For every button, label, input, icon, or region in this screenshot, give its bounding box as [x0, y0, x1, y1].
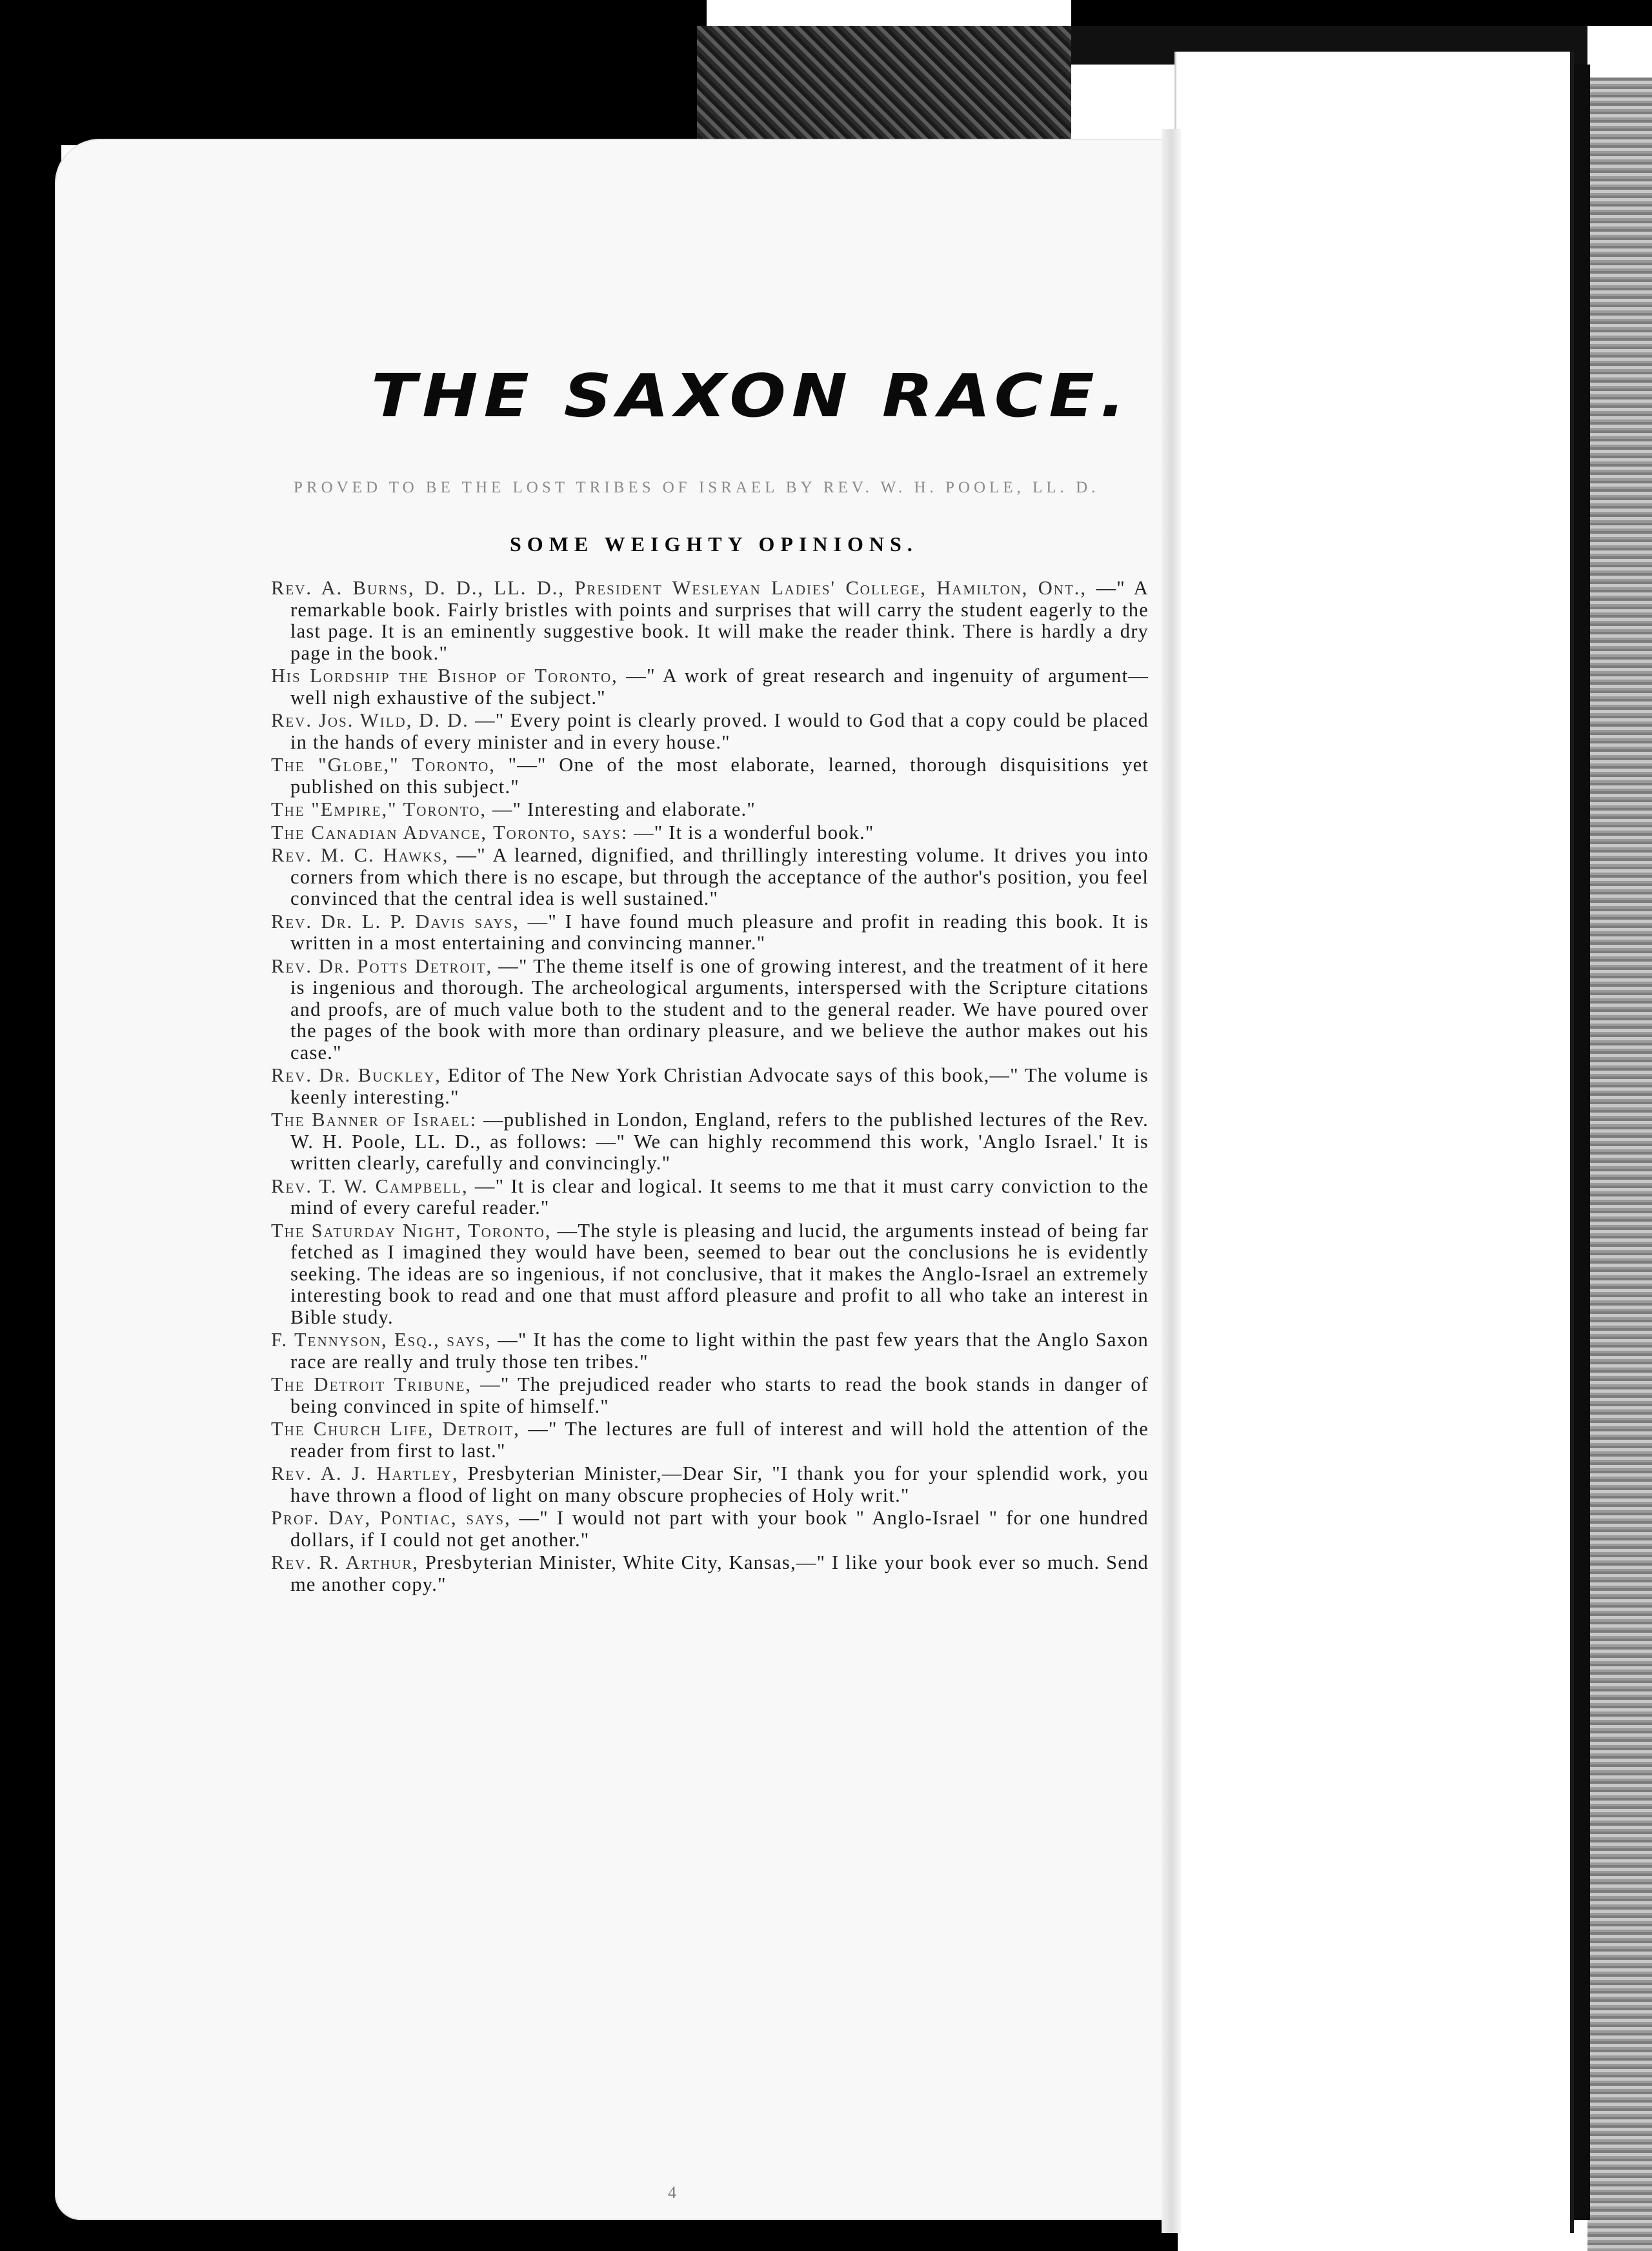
section-heading: SOME WEIGHTY OPINIONS. — [510, 532, 918, 556]
opinion-quote: "—" One of the most elaborate, learned, thorough disquisitions yet published on this subject." — [290, 754, 1149, 798]
opinion-entry — [271, 1220, 1149, 1329]
opinion-entry — [271, 665, 1149, 709]
facing-page-strip — [1174, 52, 1574, 2233]
opinion-quote: —" A learned, dignified, and thrillingly interesting volume. It drives you into corners from which there is no escape, but through the acceptance of the author's position, you feel convinced that the central idea is well sustained." — [290, 844, 1149, 909]
opinion-quote: —The style is pleasing and lucid, the arguments instead of being far fetched as I imagined they would have been, seemed to bear out the conclusions he is evidently seeking. The ideas are so ingenious, if not conclusive, that it makes the Anglo-Israel an extremely interesting book to read and one that must afford pleasure and profit to all who take an interest in Bible study. — [290, 1219, 1149, 1328]
opinion-quote: Presbyterian Minister,—Dear Sir, "I thank you for your splendid work, you have thrown a flood of light on many obscure prophecies of Holy writ." — [290, 1462, 1149, 1506]
opinion-source: The Church Life, Detroit, — [271, 1418, 520, 1440]
opinion-quote: —" The prejudiced reader who starts to read the book stands in danger of being convinced in spite of himself." — [290, 1373, 1149, 1417]
opinion-quote: —" It is clear and logical. It seems to me that it must carry conviction to the mind of every careful reader." — [290, 1175, 1149, 1218]
opinion-source: The Saturday Night, Toronto, — [271, 1219, 552, 1242]
opinion-quote: —" It is a wonderful book." — [628, 821, 874, 843]
opinion-quote: Editor of The New York Christian Advocate says of this book,—" The volume is keenly interesting." — [290, 1064, 1149, 1108]
opinion-source: The Canadian Advance, Toronto, says: — [271, 821, 629, 843]
opinion-source: Rev. Dr. Potts Detroit, — [271, 954, 493, 977]
opinion-entry — [271, 1329, 1149, 1373]
opinion-source: The Banner of Israel: — [271, 1109, 478, 1131]
opinion-source: Rev. Jos. Wild, D. D. — [271, 709, 469, 731]
opinion-source: The "Globe," Toronto, — [271, 754, 496, 776]
opinion-quote: Presbyterian Minister, White City, Kansas,—" I like your book ever so much. Send me another copy." — [290, 1551, 1149, 1595]
scan-top-right-edge — [1071, 0, 1652, 26]
opinion-entry — [271, 1508, 1149, 1551]
opinion-entry — [271, 1463, 1149, 1506]
opinion-quote: —" It has the come to light within the past few years that the Anglo Saxon race are really and truly those ten tribes." — [290, 1329, 1149, 1373]
opinion-entry — [271, 911, 1149, 954]
opinion-quote: —" I have found much pleasure and profit in reading this book. It is written in a most entertaining and convincing manner." — [290, 910, 1149, 954]
opinion-source: His Lordship the Bishop of Toronto, — [271, 665, 618, 687]
opinion-entry — [271, 956, 1149, 1064]
opinion-entry — [271, 822, 1149, 844]
opinion-entry — [271, 1374, 1149, 1417]
opinion-entry — [271, 754, 1149, 798]
scan-right-texture — [1587, 77, 1652, 2251]
opinion-source: Rev. Dr. L. P. Davis says, — [271, 910, 519, 933]
opinion-entry — [271, 799, 1149, 821]
opinion-quote: —" I would not part with your book " Anglo-Israel " for one hundred dollars, if I could not get another." — [290, 1507, 1149, 1551]
opinion-quote: —" Interesting and elaborate." — [487, 798, 756, 820]
opinion-quote: —published in London, England, refers to the published lectures of the Rev. W. H. Poole, LL. D., as follows: —" We can highly recommend this work, 'Anglo Israel.' It is written clearly, carefully and convincingly." — [290, 1109, 1149, 1174]
page-title: THE SAXON RACE. — [371, 361, 1131, 430]
opinion-source: F. Tennyson, Esq., says, — [271, 1329, 492, 1351]
opinion-entry — [271, 578, 1149, 664]
opinion-entry — [271, 1109, 1149, 1175]
opinion-entry — [271, 1552, 1149, 1595]
scan-top-edge — [61, 0, 707, 145]
opinion-source: Rev. A. Burns, D. D., LL. D., President Wesleyan Ladies' College, Hamilton, Ont., — [271, 577, 1087, 599]
opinion-quote: —" The lectures are full of interest and will hold the attention of the reader from first to last." — [290, 1418, 1149, 1462]
opinions-list — [271, 578, 1149, 1597]
opinion-entry — [271, 1418, 1149, 1462]
opinion-source: Rev. A. J. Hartley, — [271, 1462, 459, 1484]
scan-left-edge — [0, 0, 61, 2251]
opinion-source: Rev. M. C. Hawks, — [271, 844, 449, 866]
opinion-entry — [271, 710, 1149, 753]
page-fold — [1162, 129, 1181, 2233]
opinion-source: Prof. Day, Pontiac, says, — [271, 1507, 511, 1529]
scan-textured-area — [697, 26, 1071, 148]
page-subtitle: PROVED TO BE THE LOST TRIBES OF ISRAEL BY REV. W. H. POOLE, LL. D. — [294, 479, 1100, 496]
opinion-entry — [271, 1176, 1149, 1219]
opinion-quote: —" A work of great research and ingenuity of argument—well nigh exhaustive of the subject." — [290, 665, 1149, 709]
opinion-source: Rev. R. Arthur, — [271, 1551, 419, 1573]
opinion-source: The "Empire," Toronto, — [271, 798, 487, 820]
opinion-source: Rev. Dr. Buckley, — [271, 1064, 441, 1086]
opinion-source: The Detroit Tribune, — [271, 1373, 472, 1395]
opinion-quote: —" A remarkable book. Fairly bristles with points and surprises that will carry the student eagerly to the last page. It is an eminently suggestive book. It will make the reader think. There is hardly a dry page in the book." — [290, 577, 1149, 664]
opinion-quote: —" Every point is clearly proved. I would to God that a copy could be placed in the hands of every minister and in every house." — [290, 709, 1149, 753]
page-number: 4 — [668, 2183, 676, 2202]
opinion-source: Rev. T. W. Campbell, — [271, 1175, 468, 1197]
opinion-quote: —" The theme itself is one of growing interest, and the treatment of it here is ingenious and thorough. The archeological arguments, interspersed with the Scripture citations and proofs, are of much value both to the student and to the general reader. We have poured over the pages of the book with more than ordinary pleasure, and we believe the author makes out his case." — [290, 954, 1149, 1064]
opinion-entry — [271, 845, 1149, 910]
opinion-entry — [271, 1065, 1149, 1108]
